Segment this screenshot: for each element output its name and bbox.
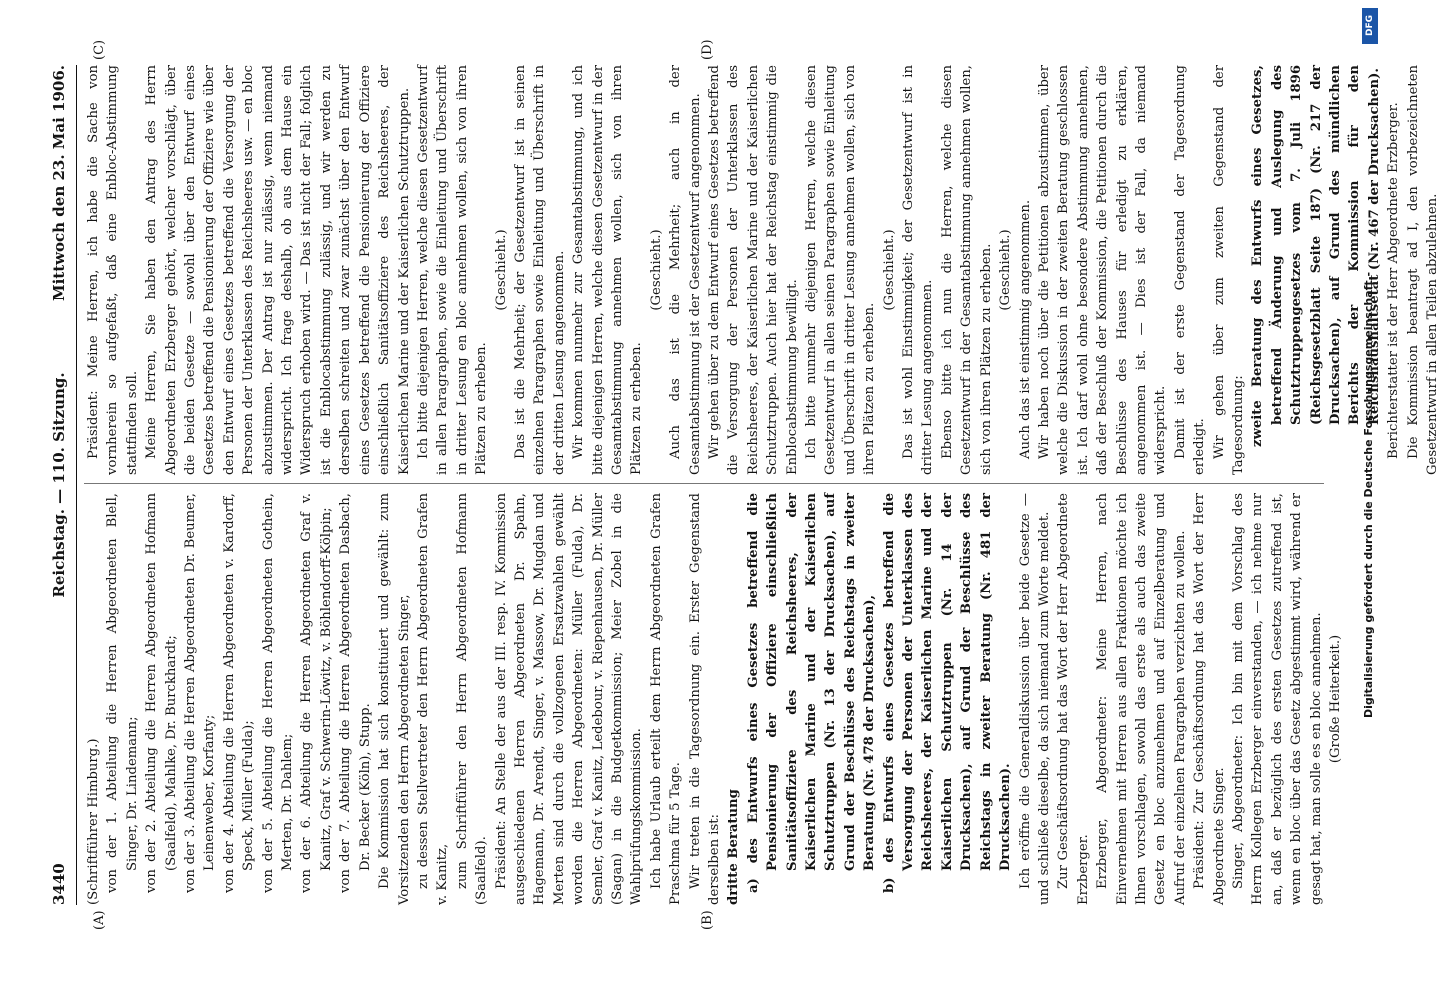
- right-column-paragraph: Ebenso bitte ich nun die Herren, welche diesen Gesetzentwurf in der Gesamtabstimmung annehmen wollen, sich von ihren Plätzen zu erheben.: [939, 65, 994, 475]
- right-column-paragraph: Wir kommen nunmehr zur Gesamtabstimmung, und ich bitte diejenigen Herren, welche diesen Gesetzentwurf in der Gesamtabstimmung annehmen wollen, sich von ihren Plätzen zu erheben.: [571, 65, 645, 475]
- left-column-paragraph: von der 4. Abteilung die Herren Abgeordneten v. Kardorff, Speck, Müller (Fulda);: [221, 493, 257, 893]
- right-column-paragraph: Ich bitte nunmehr diejenigen Herren, welche diesen Gesetzentwurf in allen seinen Paragraphen sowie Einleitung und Überschrift in dritter Lesung annehmen wollen, sich von ihren Plätzen zu erheben.: [804, 65, 878, 475]
- right-column-paragraph: Ich bitte diejenigen Herren, welche diesen Gesetzentwurf in allen Paragraphen, sowie die Einleitung und Überschrift in dritter Lesung en bloc annehmen wollen, sich von ihren Plätzen zu erheben.: [415, 65, 490, 475]
- right-column-paragraph: Die Kommission beantragt ad I, den vorbezeichneten Gesetzentwurf in allen Teilen abzulehnen.: [1405, 65, 1441, 475]
- margin-marker-b: (B): [700, 910, 715, 930]
- page-number: 3440: [50, 863, 68, 905]
- margin-marker-c: (C): [92, 39, 107, 60]
- dfg-logo-text: DFG: [1365, 15, 1375, 37]
- left-column-paragraph: Erzberger, Abgeordneter: Meine Herren, nach Einvernehmen mit Herren aus allen Fraktionen möchte ich Ihnen vorschlagen, sowohl das erste als auch das zweite Gesetz en bloc anzunehmen und auf Einzelberatung und Aufruf der einzelnen Paragraphen verzichten zu wollen.: [1095, 493, 1188, 905]
- right-column-paragraph: (Geschieht.): [493, 229, 509, 311]
- left-column-paragraph: Wir treten in die Tagesordnung ein. Erster Gegenstand derselben ist:: [687, 493, 722, 905]
- right-column-paragraph: Das ist die Mehrheit; der Gesetzentwurf ist in seinen einzelnen Paragraphen sowie Einleitung und Überschrift in der dritten Lesung angenommen.: [512, 65, 567, 475]
- right-column-paragraph: Das ist wohl Einstimmigkeit; der Gesetzentwurf ist in dritter Lesung angenommen.: [901, 65, 936, 475]
- right-column-paragraph: zweite Beratung des Entwurfs eines Gesetzes, betreffend Änderung und Auslegung des Schutztruppengesetzes vom 7. Juli 1896 (Reichsgesetzblatt Seite 187) (Nr. 217 der Drucksachen), auf Grund des mündlichen Berichts der Kommission für den Reichshaushaltsetat (Nr. 467 der Drucksachen).: [1250, 65, 1382, 447]
- left-column-paragraph: Präsident: An Stelle der aus der III. resp. IV. Kommission ausgeschiedenen Herren Abgeordneten Dr. Spahn, Hagemann, Dr. Arendt, Singer, v. Massow, Dr. Mugdan und Merten sind durch die vollzogenen Ersatzwahlen gewählt worden die Herren Abgeordneten: Müller (Fulda), Dr. Semler, Graf v. Kanitz, Ledebour, v. Riepenhausen, Dr. Müller (Sagan) in die Budgetkommission; Meier Zobel in die Wahlprüfungskommission.: [493, 493, 645, 905]
- left-column-paragraph: von der 5. Abteilung die Herren Abgeordneten Gothein, Merten, Dr. Dahlem;: [260, 493, 296, 893]
- left-column-paragraph: von der 7. Abteilung die Herren Abgeordneten Dasbach, Dr. Becker (Köln), Stupp.: [338, 493, 373, 893]
- right-column-paragraph: (Geschieht.): [648, 229, 664, 311]
- left-column-paragraph: Die Kommission hat sich konstituiert und gewählt: zum Vorsitzenden den Herrn Abgeordneten Singer,: [377, 493, 412, 905]
- right-column-paragraph: Meine Herren, Sie haben den Antrag des Herrn Abgeordneten Erzberger gehört, welcher vorschlägt, über die beiden Gesetze — sowohl über den Entwurf eines Gesetzes betreffend die Pensionierung der Offiziere wie über den Entwurf eines Gesetzes betreffend die Versorgung der Personen der Unterklassen des Reichsheeres usw. — en bloc abzustimmen. Der Antrag ist nur zulässig, wenn niemand widerspricht. Ich frage deshalb, ob aus dem Hause ein Widerspruch erhoben wird. — Das ist nicht der Fall; folglich ist die Enblocabstimmung zulässig, und wir werden zu derselben schreiten und zwar zunächst über den Entwurf eines Gesetzes betreffend die Pensionierung der Offiziere einschließlich Sanitätsoffiziere des Reichsheeres, der Kaiserlichen Marine und der Kaiserlichen Schutztruppen.: [144, 65, 412, 475]
- right-column-paragraph: (Geschieht.): [881, 229, 897, 311]
- left-column-paragraph: von der 3. Abteilung die Herren Abgeordneten Dr. Beumer, Leinenweber, Korfanty;: [183, 493, 218, 893]
- left-column-paragraph: zu dessen Stellvertreter den Herrn Abgeordneten Grafen v. Kanitz,: [415, 493, 451, 905]
- header-rule: [76, 65, 77, 905]
- right-column-paragraph: Wir gehen über zum zweiten Gegenstand der Tagesordnung:: [1211, 65, 1246, 475]
- left-text-column: [84, 493, 1343, 905]
- right-text-column: [84, 65, 1441, 475]
- right-column-paragraph: Präsident: Meine Herren, ich habe die Sache von vornherein so aufgefaßt, daß eine Enbloc-Abstimmung stattfinden soll.: [86, 65, 140, 475]
- right-column-paragraph: Wir haben noch über die Petitionen abzustimmen, über welche die Diskussion in der zweiten Beratung geschlossen ist. Ich darf wohl ohne besondere Abstimmung annehmen, daß der Beschluß der Kommission, die Petitionen durch die Beschlüsse des Hauses für erledigt zu erklären, angenommen ist. — Dies ist der Fall, da niemand widerspricht.: [1036, 65, 1169, 475]
- left-column-paragraph: Zur Geschäftsordnung hat das Wort der Herr Abgeordnete Erzberger.: [1056, 493, 1091, 905]
- left-column-paragraph: a) des Entwurfs eines Gesetzes betreffend die Pensionierung der Offiziere einschließlich Sanitätsoffiziere des Reichsheeres, der Kaiserlichen Marine und der Kaiserlichen Schutztruppen (Nr. 13 der Drucksachen), auf Grund der Beschlüsse des Reichstags in zweiter Beratung (Nr. 478 der Drucksachen),: [745, 493, 878, 893]
- left-column-paragraph: von der 6. Abteilung die Herren Abgeordneten Graf v. Kanitz, Graf v. Schwerin-Löwitz, v. Böhlendorff-Kölpin;: [299, 493, 334, 893]
- left-column-paragraph: (Schriftführer Himburg.): [86, 738, 101, 905]
- right-column-paragraph: Auch das ist die Mehrheit; auch in der Gesamtabstimmung ist der Gesetzentwurf angenommen.: [668, 65, 703, 475]
- right-column-paragraph: (Geschieht.): [998, 229, 1014, 311]
- margin-marker-a: (A): [92, 910, 107, 930]
- right-column-paragraph: Berichterstatter ist der Herr Abgeordnete Erzberger.: [1386, 102, 1402, 459]
- page-header: [50, 65, 74, 905]
- credit-strip: [1362, 18, 1378, 718]
- credit-text: Digitalisierung gefördert durch die Deutsche Forschungsgemeinschaft -: [1362, 271, 1375, 718]
- left-column-paragraph: Ich habe Urlaub erteilt dem Herrn Abgeordneten Grafen Praschma für 5 Tage.: [648, 493, 684, 905]
- left-column-paragraph: dritte Beratung: [726, 789, 742, 905]
- right-column-paragraph: Damit ist der erste Gegenstand der Tagesordnung erledigt.: [1172, 65, 1208, 475]
- margin-marker-d: (D): [700, 39, 715, 60]
- left-column-paragraph: von der 1. Abteilung die Herren Abgeordneten Blell, Singer, Dr. Lindemann;: [105, 493, 140, 893]
- column-divider: [84, 483, 1324, 484]
- left-column-paragraph: Ich eröffne die Generaldiskussion über beide Gesetze — und schließe dieselbe, da sich niemand zum Worte meldet.: [1017, 493, 1052, 905]
- session-title: Reichstag. — 110. Sitzung.: [50, 372, 68, 598]
- left-column-paragraph: Präsident: Zur Geschäftsordnung hat das Wort der Herr Abgeordnete Singer.: [1192, 493, 1227, 905]
- left-column-paragraph: Singer, Abgeordneter: Ich bin mit dem Vorschlag des Herrn Kollegen Erzberger einverstanden, — ich nehme nur an, daß er bezüglich des ersten Gesetzes zutreffend ist, wenn en bloc über das Gesetz abgestimmt wird, während er gesagt hat, man solle es en bloc annehmen.: [1230, 493, 1324, 905]
- right-column-paragraph: Auch das ist einstimmig angenommen.: [1017, 199, 1033, 459]
- session-date: Mittwoch den 23. Mai 1906.: [50, 65, 68, 302]
- left-column-paragraph: von der 2. Abteilung die Herren Abgeordneten Hofmann (Saalfeld), Mahlke, Dr. Burckhardt;: [144, 493, 179, 893]
- left-column-paragraph: b) des Entwurfs eines Gesetzes betreffend die Versorgung der Personen der Unterklassen des Reichsheeres, der Kaiserlichen Marine und der Kaiserlichen Schutztruppen (Nr. 14 der Drucksachen), auf Grund der Beschlüsse des Reichstags in zweiter Beratung (Nr. 481 der Drucksachen).: [881, 493, 1014, 893]
- left-column-paragraph: zum Schriftführer den Herrn Abgeordneten Hofmann (Saalfeld).: [454, 493, 490, 905]
- dfg-logo: [1362, 8, 1378, 44]
- right-column-paragraph: Wir gehen über zu dem Entwurf eines Gesetzes betreffend die Versorgung der Personen der Unterklassen des Reichsheeres, der Kaiserlichen Marine und der Kaiserlichen Schutztruppen. Auch hier hat der Reichstag einstimmig die Enblocabstimmung bewilligt.: [707, 65, 800, 475]
- left-column-paragraph: (Große Heiterkeit.): [1328, 634, 1343, 764]
